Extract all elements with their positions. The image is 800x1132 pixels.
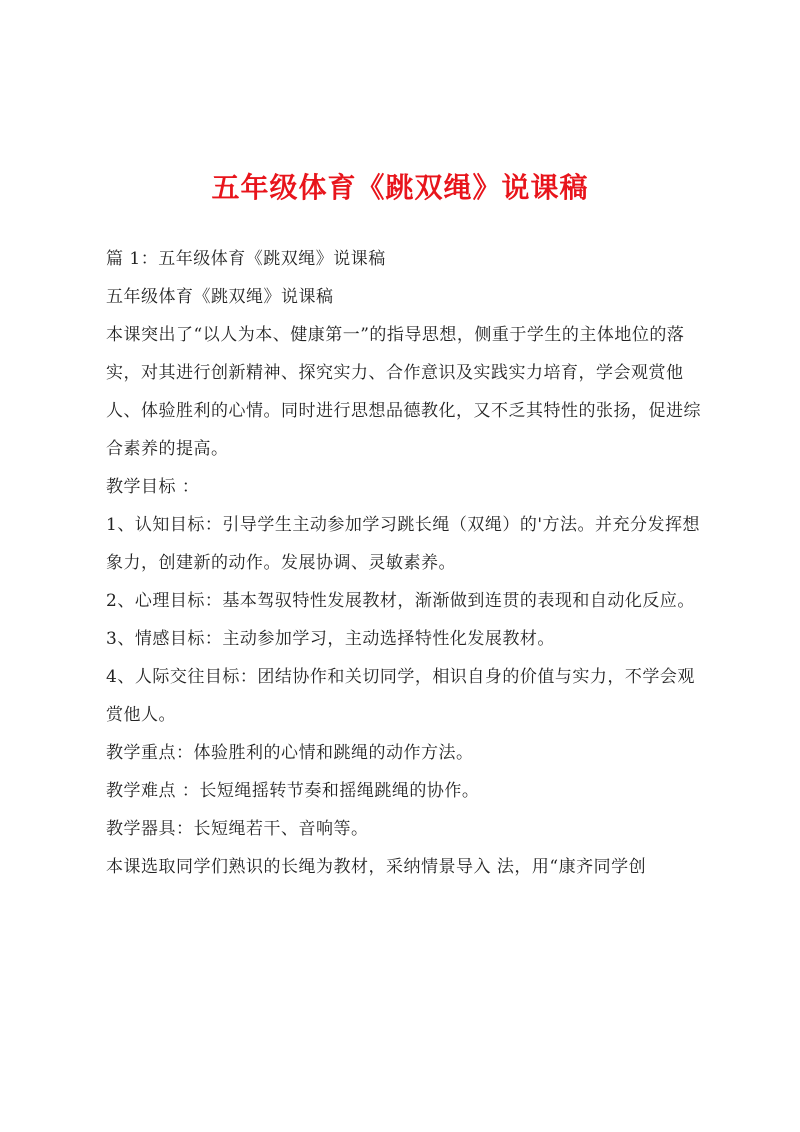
document-title: 五年级体育《跳双绳》说课稿 — [211, 171, 589, 204]
document-body — [106, 240, 702, 886]
paragraph-objective-2: 2、心理目标：基本驾驭特性发展教材，渐渐做到连贯的表现和自动化反应。 — [106, 591, 695, 611]
paragraph-difficulties: 教学难点 ：长短绳摇转节奏和摇绳跳绳的协作。 — [106, 781, 480, 801]
paragraph-lesson-design: 本课选取同学们熟识的长绳为教材，采纳情景导入 法，用“康齐同学创 — [106, 857, 647, 877]
paragraph-objectives-heading: 教学目标 ： — [106, 477, 200, 497]
paragraph-equipment: 教学器具：长短绳若干、音响等。 — [106, 819, 369, 839]
paragraph-subtitle: 五年级体育《跳双绳》说课稿 — [106, 287, 334, 307]
paragraph-objective-4: 4、人际交往目标：团结协作和关切同学，相识自身的价值与实力，不学会观赏他人。 — [106, 667, 695, 725]
paragraph-heading: 篇 1：五年级体育《跳双绳》说课稿 — [106, 249, 386, 269]
paragraph-intro: 本课突出了“以人为本、健康第一”的指导思想，侧重于学生的主体地位的落实，对其进行创新精神、探究实力、合作意识及实践实力培育，学会观赏他人、体验胜利的心情。同时进行思想品德教化，又不乏其特性的张扬，促进综合素养的提高。 — [106, 325, 701, 459]
paragraph-objective-1: 1、认知目标：引导学生主动参加学习跳长绳（双绳）的'方法。并充分发挥想象力，创建新的动作。发展协调、灵敏素养。 — [106, 515, 700, 573]
paragraph-key-points: 教学重点：体验胜利的心情和跳绳的动作方法。 — [106, 743, 474, 763]
paragraph-objective-3: 3、情感目标：主动参加学习，主动选择特性化发展教材。 — [106, 629, 555, 649]
